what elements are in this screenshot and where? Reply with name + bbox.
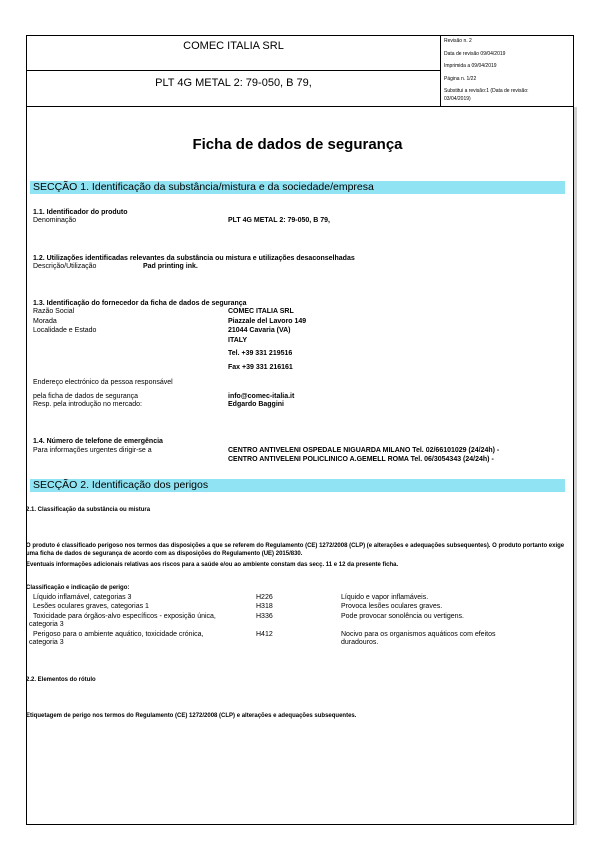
s12-value: Pad printing ink. (143, 263, 198, 270)
hazard-class-cont: categoria 3 (29, 639, 64, 646)
s12-title: 1.2. Utilizações identificadas relevantes da substância ou mistura e utilizações desaconselhadas (33, 255, 355, 262)
s14-value2: CENTRO ANTIVELENI POLICLINICO A.GEMELL ROMA Tel. 06/3054343 (24/24h) - (228, 456, 494, 463)
s11-label: Denominação (33, 217, 77, 224)
hazard-code: H318 (256, 603, 273, 610)
hazard-code: H336 (256, 613, 273, 620)
revision-date: Data de revisão 09/04/2019 (444, 50, 506, 57)
city-label: Localidade e Estado (33, 327, 97, 334)
s11-value: PLT 4G METAL 2: 79-050, B 79, (228, 217, 330, 224)
address-value: Piazzale del Lavoro 149 (228, 318, 307, 325)
classification-title: Classificação e indicação de perigo: (26, 585, 130, 591)
header-left (27, 36, 441, 106)
hazard-class: Líquido inflamável, categorias 3 (33, 594, 132, 601)
hazard-class: Lesões oculares graves, categorias 1 (33, 603, 149, 610)
additional-info-paragraph: Eventuais informações adicionais relativas aos riscos para a saúde e/ou ao ambiente constam das secç. 11 e 12 da presente ficha. (26, 562, 399, 568)
margin-strip (574, 107, 577, 825)
s14-title: 1.4. Número de telefone de emergência (33, 438, 163, 445)
document-title: Ficha de dados de segurança (192, 136, 403, 153)
country-value: ITALY (228, 337, 248, 344)
email-value: info@comec-italia.it (228, 393, 295, 400)
name-label: Razão Social (33, 308, 75, 315)
hazard-desc: Pode provocar sonolência ou vertigens. (341, 613, 464, 620)
s13-title: 1.3. Identificação do fornecedor da ficha de dados de segurança (33, 300, 247, 307)
fax-value: Fax +39 331 216161 (228, 364, 293, 371)
s21-title: 2.1. Classificação da substância ou mistura (26, 507, 151, 513)
s14-value1: CENTRO ANTIVELENI OSPEDALE NIGUARDA MILANO Tel. 02/66101029 (24/24h) - (228, 447, 500, 454)
email-label: Endereço electrónico da pessoa responsável (33, 379, 173, 386)
hazard-code: H412 (256, 631, 273, 638)
hazard-desc: Líquido e vapor inflamáveis. (341, 594, 429, 601)
s12-label: Descrição/Utilização (33, 263, 97, 270)
replaces-revision: Substitui a revisão:1 (Data de revisão: (444, 88, 529, 94)
printed-date: Imprimida a 09/04/2019 (444, 63, 497, 69)
s11-title: 1.1. Identificador do produto (33, 209, 128, 216)
label-text: Etiquetagem de perigo nos termos do Regulamento (CE) 1272/2008 (CLP) e alterações e adequações subsequentes. (26, 713, 357, 719)
header-company: COMEC ITALIA SRL (27, 36, 440, 71)
classification-paragraph: O produto é classificado perigoso nos termos das disposições a que se referem do Regulamento (CE) 1272/2008 (CLP) (e alterações e adequações subsequentes). O produto portanto exige uma ficha de dados de segurança de acordo com as disposições do Regulamento (UE) 2015/830. (26, 543, 565, 557)
name-value: COMEC ITALIA SRL (228, 308, 294, 315)
hazard-code: H226 (256, 594, 273, 601)
hazard-class: Toxicidade para órgãos-alvo específicos - exposição única, (33, 613, 216, 620)
hazard-desc: Provoca lesões oculares graves. (341, 603, 443, 610)
replaces-date: 03/04/2019) (444, 95, 471, 102)
header-product: PLT 4G METAL 2: 79-050, B 79, (155, 76, 312, 89)
resp-value: Edgardo Baggini (228, 401, 284, 408)
resp-label: Resp. pela introdução no mercado: (33, 401, 142, 408)
section1-heading: SECÇÃO 1. Identificação da substância/mistura e da sociedade/empresa (30, 181, 565, 194)
hazard-desc: Nocivo para os organismos aquáticos com efeitos (341, 631, 496, 638)
hazard-class-cont: categoria 3 (29, 621, 64, 628)
city-value: 21044 Cavaria (VA) (228, 327, 291, 334)
revision-number: Revisão n. 2 (444, 38, 472, 44)
s22-title: 2.2. Elementos do rótulo (26, 677, 96, 683)
tel-value: Tel. +39 331 219516 (228, 350, 293, 357)
section2-heading: SECÇÃO 2. Identificação dos perigos (30, 479, 565, 492)
s14-label: Para informações urgentes dirigir-se a (33, 447, 152, 454)
hazard-class: Perigoso para o ambiente aquático, toxicidade crónica, (33, 631, 204, 638)
address-label: Morada (33, 318, 57, 325)
document-header (26, 35, 574, 107)
email-sub-label: pela ficha de dados de segurança (33, 393, 139, 400)
header-revision-info (441, 36, 573, 106)
page-frame (26, 35, 574, 825)
hazard-desc-cont: duradouros. (341, 639, 379, 646)
page-number: Página n. 1/22 (444, 75, 477, 82)
